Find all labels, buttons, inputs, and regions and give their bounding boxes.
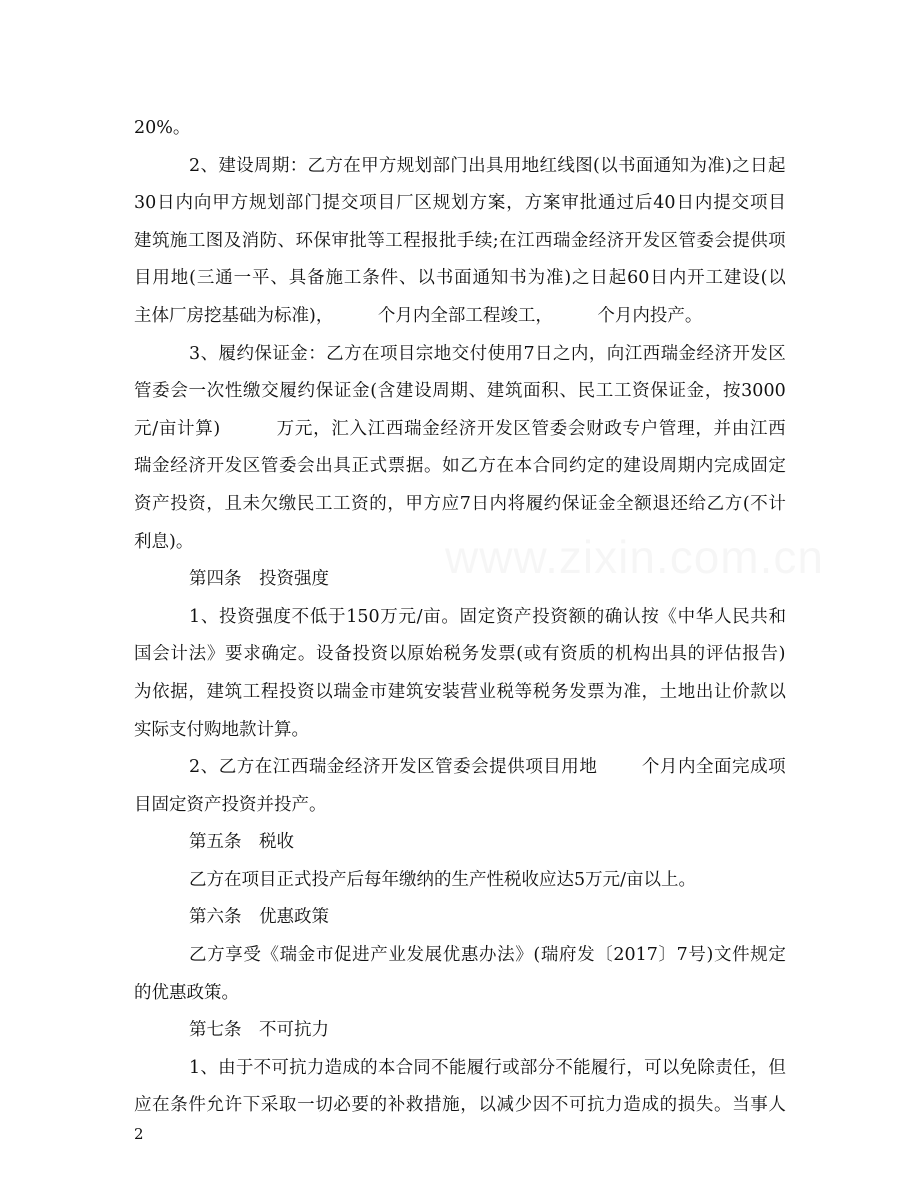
text-line: 第四条 投资强度 [189, 569, 329, 590]
text-line: 建 筑 施 工 图 及 消 防 、 环 保 审 批 等 工 程 报 批 手 续 ; 在 江 西 瑞 金 经 济 开 发 区 管 委 会 提 供 项 [134, 230, 786, 251]
text-line: 乙方在项目正式投产后每年缴纳的生产性税收应达5万元/亩以上。 [189, 869, 697, 890]
text-line: 1 、 投 资 强 度 不 低 于 150 万 元 / 亩 。 固 定 资 产 投 资 额 的 确 认 按 《 中 华 人 民 共 和 [189, 606, 786, 627]
text-line: 实际支付购地款计算。 [134, 719, 309, 740]
text-line: 目固定资产投资并投产。 [134, 794, 327, 815]
text-line: 3 、 履 约 保 证 金 ： 乙 方 在 项 目 宗 地 交 付 使 用 7 日 之 内 ， 向 江 西 瑞 金 经 济 开 发 区 [189, 343, 786, 364]
page-number: 2 [134, 1125, 144, 1143]
text-line: 资 产 投 资 ， 且 未 欠 缴 民 工 工 资 的 ， 甲 方 应 7 日 内 将 履 约 保 证 金 全 额 退 还 给 乙 方 ( 不 计 [134, 493, 786, 514]
text-line: 瑞 金 经 济 开 发 区 管 委 会 出 具 正 式 票 据 。 如 乙 方 在 本 合 同 约 定 的 建 设 周 期 内 完 成 固 定 [134, 456, 786, 477]
text-line: 1 、 由 于 不 可 抗 力 造 成 的 本 合 同 不 能 履 行 或 部 分 不 能 履 行 ， 可 以 免 除 责 任 ， 但 [189, 1057, 786, 1078]
text-line: 30 日 内 向 甲 方 规 划 部 门 提 交 项 目 厂 区 规 划 方 案 ， 方 案 审 批 通 过 后 40 日 内 提 交 项 目 [134, 193, 786, 214]
text-line: 的优惠政策。 [134, 982, 239, 1003]
text-line: 元 / 亩 计 算 ) 万 元 ， 汇 入 江 西 瑞 金 经 济 开 发 区 管 委 会 财 政 专 户 管 理 ， 并 由 江 西 [134, 418, 786, 439]
text-line: 第六条 优惠政策 [189, 907, 329, 928]
text-line: 利息)。 [134, 531, 194, 552]
text-line: 20%。 [134, 118, 191, 138]
text-line: 2 、 乙 方 在 江 西 瑞 金 经 济 开 发 区 管 委 会 提 供 项 目 用 地 个 月 内 全 面 完 成 项 [189, 757, 786, 778]
text-line: 主体厂房挖基础为标准)， 个月内全部工程竣工， 个月内投产。 [134, 305, 703, 326]
text-line: 乙 方 享 受 《 瑞 金 市 促 进 产 业 发 展 优 惠 办 法 》 ( 瑞 府 发 〔 2017 〕 7 号 ) 文 件 规 定 [189, 945, 786, 966]
text-line: 2 、 建 设 周 期 ： 乙 方 在 甲 方 规 划 部 门 出 具 用 地 红 线 图 ( 以 书 面 通 知 为 准 ) 之 日 起 [189, 155, 786, 176]
text-line: 第五条 税收 [189, 832, 294, 853]
text-line: 为 依 据 ， 建 筑 工 程 投 资 以 瑞 金 市 建 筑 安 装 营 业 税 等 税 务 发 票 为 准 ， 土 地 出 让 价 款 以 [134, 681, 786, 702]
text-line: 国 会 计 法 》 要 求 确 定 。 设 备 投 资 以 原 始 税 务 发 票 ( 或 有 资 质 的 机 构 出 具 的 评 估 报 告 ) [134, 644, 786, 665]
text-line: 管 委 会 一 次 性 缴 交 履 约 保 证 金 ( 含 建 设 周 期 、 建 筑 面 积 、 民 工 工 资 保 证 金 ， 按 3000 [134, 381, 786, 402]
text-line: 目 用 地 ( 三 通 一 平 、 具 备 施 工 条 件 、 以 书 面 通 知 书 为 准 ) 之 日 起 60 日 内 开 工 建 设 ( 以 [134, 268, 786, 289]
document-body [134, 110, 786, 1125]
text-line: 第七条 不可抗力 [189, 1020, 329, 1041]
text-line: 应 在 条 件 允 许 下 采 取 一 切 必 要 的 补 救 措 施 ， 以 减 少 因 不 可 抗 力 造 成 的 损 失 。 当 事 人 [134, 1095, 786, 1116]
